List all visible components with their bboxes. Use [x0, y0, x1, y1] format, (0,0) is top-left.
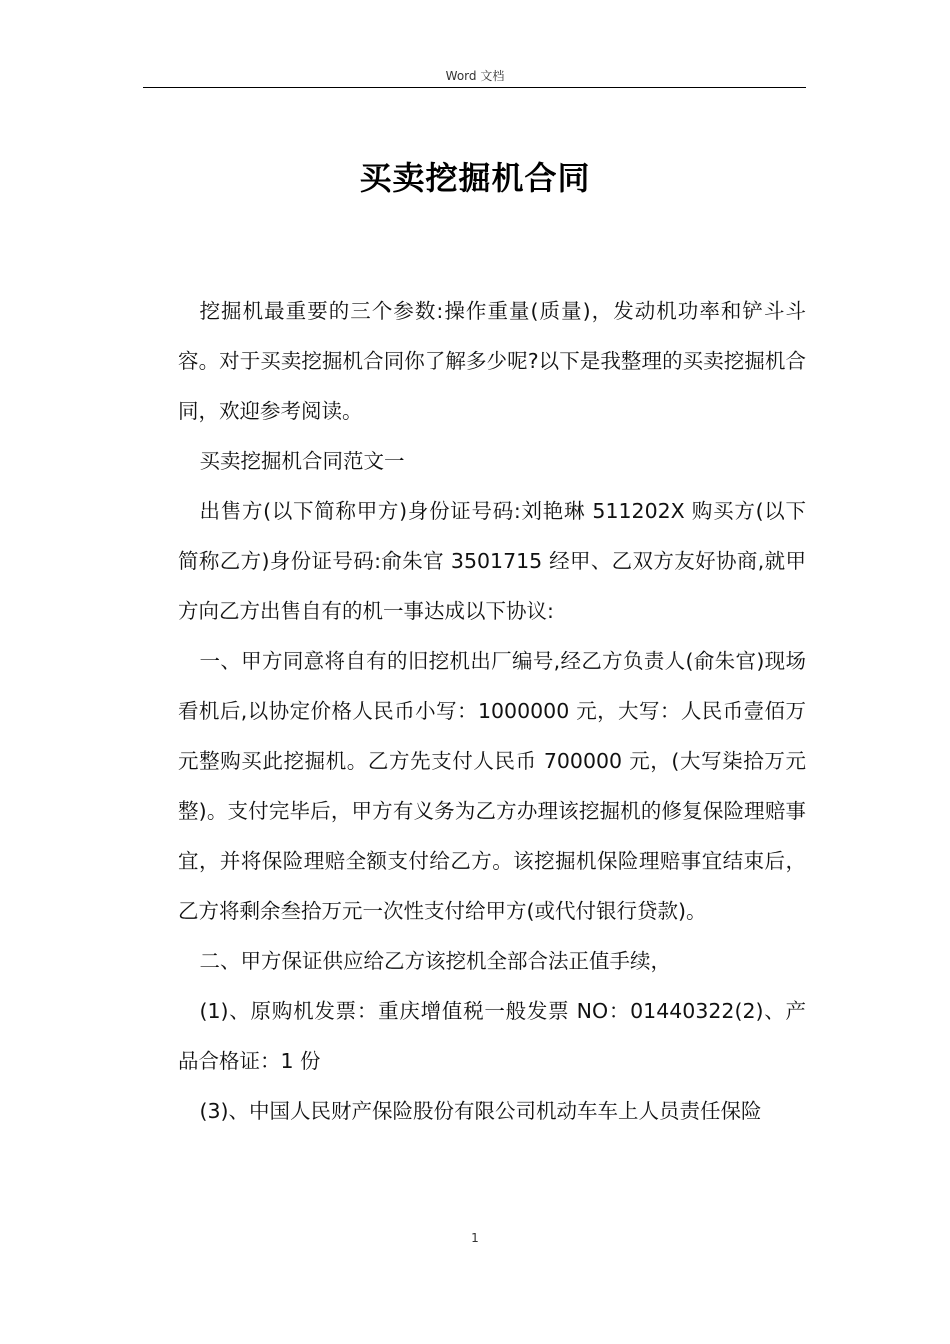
paragraph-clause-1: 一、甲方同意将自有的旧挖机出厂编号,经乙方负责人(俞朱官)现场看机后,以协定价格人民币小写：1000000 元，大写：人民币壹佰万元整购买此挖掘机。乙方先支付人民币 700000 元，(大写柒拾万元整)。支付完毕后，甲方有义务为乙方办理该挖掘机的修复保险理赔事宜，并将保险理赔全额支付给乙方。该挖掘机保险理赔事宜结束后，乙方将剩余叁拾万元一次性支付给甲方(或代付银行贷款)。	[178, 649, 806, 923]
paragraph-intro: 挖掘机最重要的三个参数:操作重量(质量)，发动机功率和铲斗斗容。对于买卖挖掘机合同你了解多少呢?以下是我整理的买卖挖掘机合同，欢迎参考阅读。	[178, 299, 806, 423]
page-header-label: Word 文档	[445, 69, 505, 83]
document-title: 买卖挖掘机合同	[359, 159, 591, 197]
paragraph-item-3: (3)、中国人民财产保险股份有限公司机动车车上人员责任保险	[199, 1099, 762, 1123]
page-number: 1	[471, 1231, 479, 1245]
paragraph-clause-2: 二、甲方保证供应给乙方该挖机全部合法正值手续，	[199, 949, 672, 973]
paragraph-section-heading: 买卖挖掘机合同范文一	[199, 449, 405, 473]
header-divider	[143, 87, 806, 88]
document-body	[178, 286, 806, 1136]
paragraph-item-1-2: (1)、原购机发票：重庆增值税一般发票 NO：01440322(2)、产品合格证：1 份	[178, 999, 806, 1073]
paragraph-parties: 出售方(以下简称甲方)身份证号码:刘艳琳 511202X 购买方(以下简称乙方)身份证号码:俞朱官 3501715 经甲、乙双方友好协商,就甲方向乙方出售自有的机一事达成以下协议:	[178, 499, 806, 623]
